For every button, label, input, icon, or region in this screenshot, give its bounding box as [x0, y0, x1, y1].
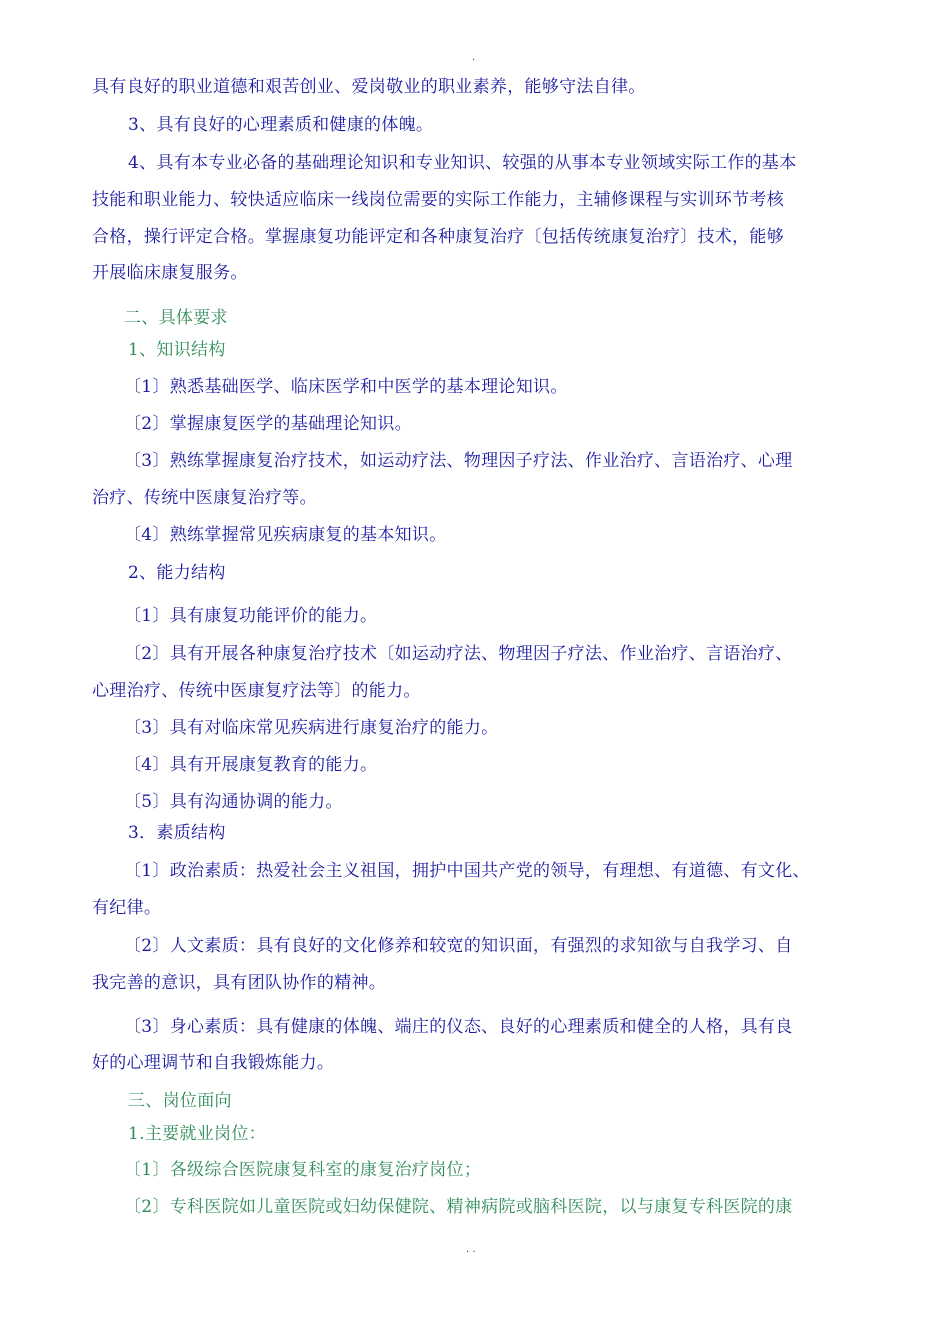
- text-line: 心理治疗、传统中医康复疗法等〕的能力。: [92, 681, 421, 701]
- text-line: 〔5〕具有沟通协调的能力。: [124, 792, 343, 812]
- text-line: 开展临床康复服务。: [92, 263, 248, 283]
- text-line: 〔1〕具有康复功能评价的能力。: [124, 606, 378, 626]
- text-line: 〔1〕熟悉基础医学、临床医学和中医学的基本理论知识。: [124, 377, 568, 397]
- text-line: 〔3〕熟练掌握康复治疗技术，如运动疗法、物理因子疗法、作业治疗、言语治疗、心理: [124, 451, 793, 471]
- subsection-heading: 1、知识结构: [128, 340, 226, 360]
- subsection-heading: 1.主要就业岗位：: [128, 1124, 266, 1144]
- text-line: 合格，操行评定合格。掌握康复功能评定和各种康复治疗〔包括传统康复治疗〕技术，能够: [92, 227, 784, 247]
- text-line: 〔1〕各级综合医院康复科室的康复治疗岗位；: [124, 1160, 482, 1180]
- subsection-heading: 3．素质结构: [128, 823, 226, 843]
- text-line: 4、具有本专业必备的基础理论知识和专业知识、较强的从事本专业领域实际工作的基本: [128, 153, 797, 173]
- text-line: 〔2〕掌握康复医学的基础理论知识。: [124, 414, 412, 434]
- section-heading: 二、具体要求: [124, 308, 228, 328]
- text-line: 〔3〕具有对临床常见疾病进行康复治疗的能力。: [124, 718, 499, 738]
- text-line: 〔2〕具有开展各种康复治疗技术〔如运动疗法、物理因子疗法、作业治疗、言语治疗、: [124, 644, 793, 664]
- text-line: 具有良好的职业道德和艰苦创业、爱岗敬业的职业素养，能够守法自律。: [92, 77, 646, 97]
- text-line: 我完善的意识，具有团队协作的精神。: [92, 973, 387, 993]
- text-line: 治疗、传统中医康复治疗等。: [92, 488, 317, 508]
- text-line: 〔4〕熟练掌握常见疾病康复的基本知识。: [124, 525, 447, 545]
- text-line: 技能和职业能力、较快适应临床一线岗位需要的实际工作能力，主辅修课程与实训环节考核: [92, 190, 784, 210]
- text-line: 有纪律。: [92, 898, 162, 918]
- text-line: 3、具有良好的心理素质和健康的体魄。: [128, 115, 434, 135]
- header-dot: .: [472, 52, 476, 63]
- text-line: 〔1〕政治素质：热爱社会主义祖国，拥护中国共产党的领导，有理想、有道德、有文化、: [124, 861, 810, 881]
- text-line: 好的心理调节和自我锻炼能力。: [92, 1053, 335, 1073]
- text-line: 〔3〕身心素质：具有健康的体魄、端庄的仪态、良好的心理素质和健全的人格，具有良: [124, 1017, 793, 1037]
- text-line: 〔4〕具有开展康复教育的能力。: [124, 755, 378, 775]
- text-line: 〔2〕专科医院如儿童医院或妇幼保健院、精神病院或脑科医院，以与康复专科医院的康: [124, 1197, 793, 1217]
- subsection-heading: 2、能力结构: [128, 563, 226, 583]
- text-line: 〔2〕人文素质：具有良好的文化修养和较宽的知识面，有强烈的求知欲与自我学习、自: [124, 936, 793, 956]
- section-heading: 三、岗位面向: [128, 1091, 232, 1111]
- footer-dots: . .: [466, 1244, 476, 1255]
